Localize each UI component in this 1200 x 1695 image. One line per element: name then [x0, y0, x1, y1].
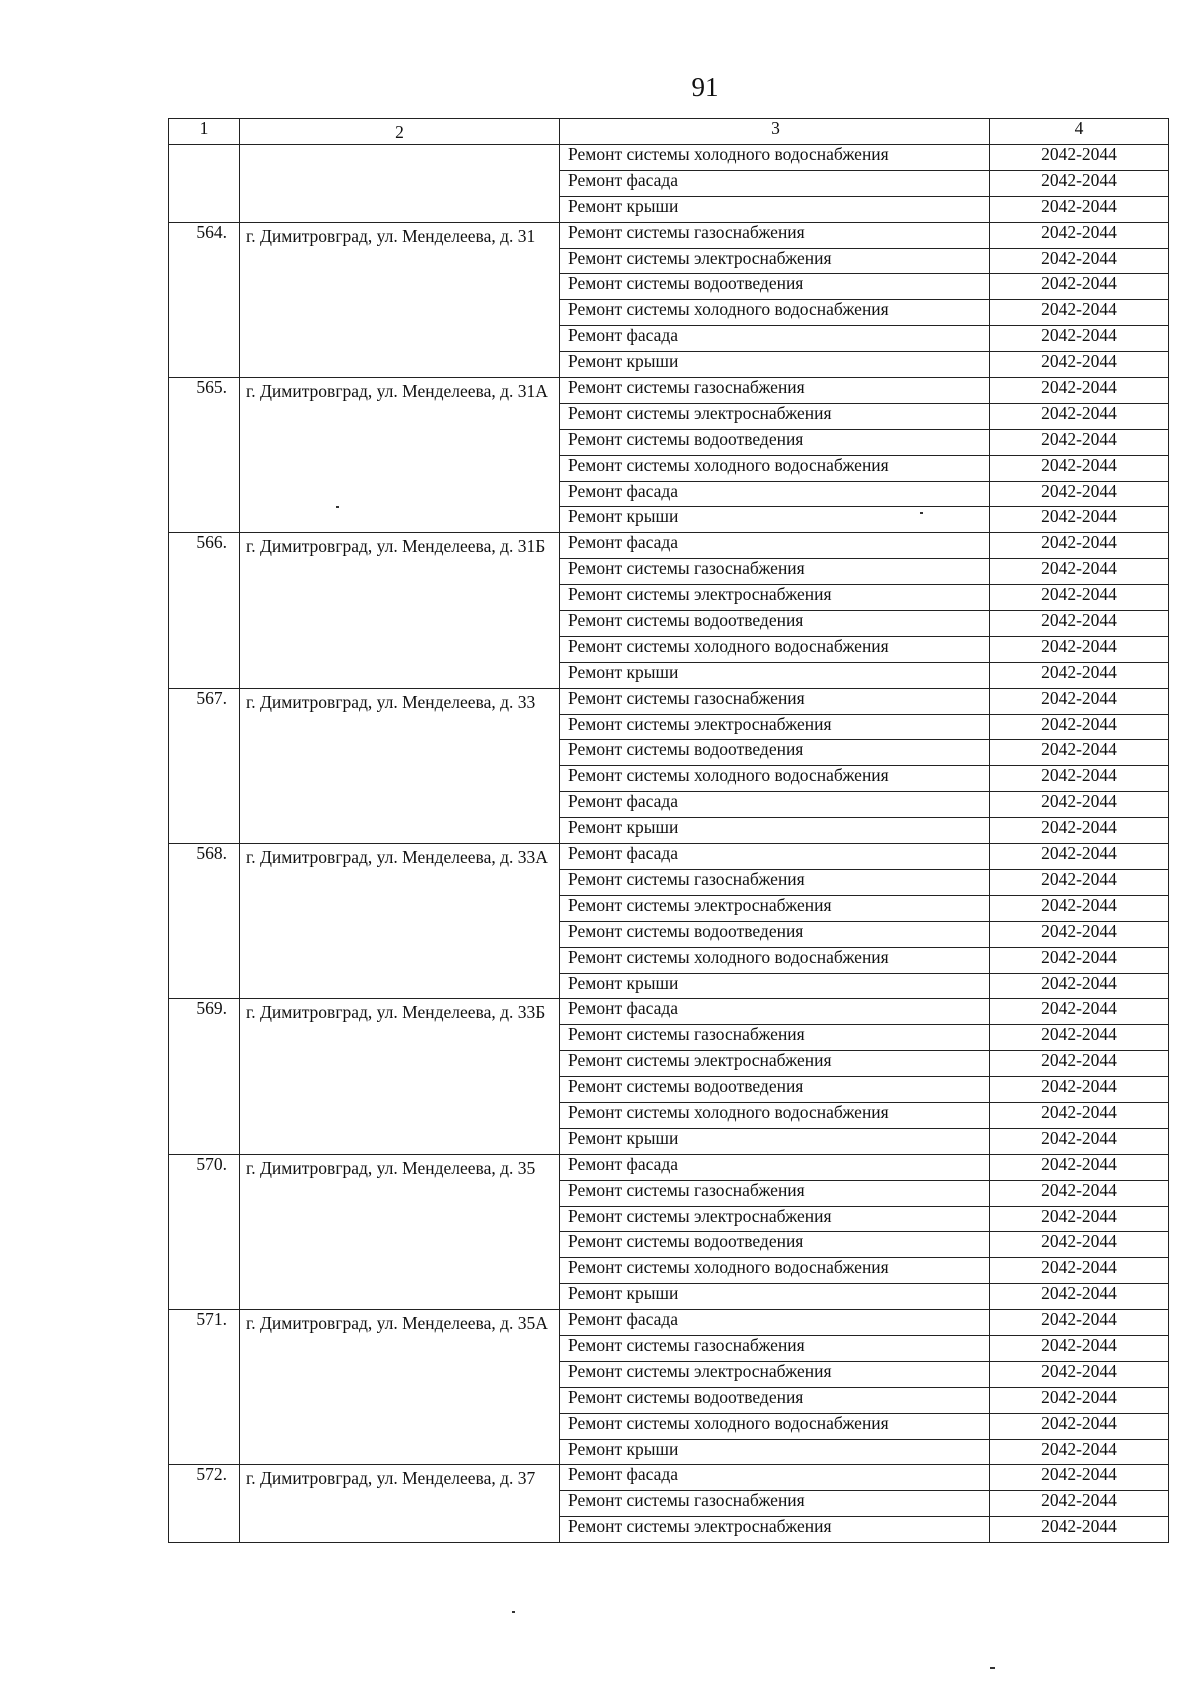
work-period: 2042-2044 [990, 1025, 1169, 1051]
work-period: 2042-2044 [990, 352, 1169, 378]
work-type: Ремонт фасада [560, 1154, 990, 1180]
work-period: 2042-2044 [990, 248, 1169, 274]
work-period: 2042-2044 [990, 766, 1169, 792]
work-period: 2042-2044 [990, 740, 1169, 766]
entry-number: 565. [169, 378, 240, 533]
work-period: 2042-2044 [990, 1491, 1169, 1517]
work-type: Ремонт системы газоснабжения [560, 869, 990, 895]
work-type: Ремонт системы газоснабжения [560, 559, 990, 585]
column-number-2: 2 [240, 119, 560, 145]
work-period: 2042-2044 [990, 274, 1169, 300]
work-type: Ремонт системы водоотведения [560, 1232, 990, 1258]
work-type: Ремонт крыши [560, 662, 990, 688]
work-type: Ремонт фасада [560, 326, 990, 352]
work-type: Ремонт системы холодного водоснабжения [560, 766, 990, 792]
work-period: 2042-2044 [990, 145, 1169, 171]
work-type: Ремонт системы водоотведения [560, 740, 990, 766]
work-type: Ремонт системы водоотведения [560, 429, 990, 455]
work-type: Ремонт крыши [560, 507, 990, 533]
work-type: Ремонт системы электроснабжения [560, 585, 990, 611]
entry-address: г. Димитровград, ул. Менделеева, д. 31А [240, 378, 560, 533]
work-period: 2042-2044 [990, 688, 1169, 714]
work-period: 2042-2044 [990, 1128, 1169, 1154]
work-period: 2042-2044 [990, 533, 1169, 559]
work-type: Ремонт системы холодного водоснабжения [560, 1102, 990, 1128]
entry-number: 571. [169, 1310, 240, 1465]
work-period: 2042-2044 [990, 222, 1169, 248]
work-type: Ремонт фасада [560, 999, 990, 1025]
work-type: Ремонт фасада [560, 1310, 990, 1336]
table-row [169, 999, 1169, 1025]
work-period: 2042-2044 [990, 585, 1169, 611]
work-period: 2042-2044 [990, 170, 1169, 196]
work-period: 2042-2044 [990, 973, 1169, 999]
entry-number: 572. [169, 1465, 240, 1543]
work-type: Ремонт системы газоснабжения [560, 378, 990, 404]
work-period: 2042-2044 [990, 662, 1169, 688]
work-type: Ремонт фасада [560, 533, 990, 559]
work-period: 2042-2044 [990, 869, 1169, 895]
work-type: Ремонт системы электроснабжения [560, 895, 990, 921]
entry-address [240, 145, 560, 223]
entry-address: г. Димитровград, ул. Менделеева, д. 31 [240, 222, 560, 377]
work-period: 2042-2044 [990, 714, 1169, 740]
entry-address: г. Димитровград, ул. Менделеева, д. 37 [240, 1465, 560, 1543]
table-row [169, 1465, 1169, 1491]
work-type: Ремонт крыши [560, 1284, 990, 1310]
work-period: 2042-2044 [990, 1154, 1169, 1180]
work-type: Ремонт фасада [560, 1465, 990, 1491]
work-period: 2042-2044 [990, 378, 1169, 404]
table-row [169, 844, 1169, 870]
work-period: 2042-2044 [990, 300, 1169, 326]
work-period: 2042-2044 [990, 559, 1169, 585]
work-period: 2042-2044 [990, 636, 1169, 662]
entry-address: г. Димитровград, ул. Менделеева, д. 33 [240, 688, 560, 843]
work-type: Ремонт системы газоснабжения [560, 688, 990, 714]
table-row [169, 1154, 1169, 1180]
work-period: 2042-2044 [990, 999, 1169, 1025]
work-period: 2042-2044 [990, 947, 1169, 973]
work-period: 2042-2044 [990, 1439, 1169, 1465]
work-period: 2042-2044 [990, 1465, 1169, 1491]
scan-speck [336, 506, 339, 508]
entry-address: г. Димитровград, ул. Менделеева, д. 35 [240, 1154, 560, 1309]
work-type: Ремонт системы водоотведения [560, 1387, 990, 1413]
work-type: Ремонт крыши [560, 973, 990, 999]
work-period: 2042-2044 [990, 429, 1169, 455]
table-row [169, 222, 1169, 248]
work-type: Ремонт системы холодного водоснабжения [560, 300, 990, 326]
work-type: Ремонт системы электроснабжения [560, 248, 990, 274]
entry-number [169, 145, 240, 223]
work-type: Ремонт системы водоотведения [560, 611, 990, 637]
work-type: Ремонт системы холодного водоснабжения [560, 636, 990, 662]
work-period: 2042-2044 [990, 1077, 1169, 1103]
work-type: Ремонт системы электроснабжения [560, 1517, 990, 1543]
work-period: 2042-2044 [990, 507, 1169, 533]
work-type: Ремонт системы электроснабжения [560, 1361, 990, 1387]
work-period: 2042-2044 [990, 1206, 1169, 1232]
table-body [169, 119, 1169, 1543]
work-type: Ремонт системы газоснабжения [560, 222, 990, 248]
page-number: 91 [691, 72, 719, 102]
scan-speck [920, 512, 923, 514]
table-row [169, 145, 1169, 171]
entry-number: 570. [169, 1154, 240, 1309]
work-type: Ремонт крыши [560, 1439, 990, 1465]
entry-number: 567. [169, 688, 240, 843]
work-period: 2042-2044 [990, 818, 1169, 844]
work-type: Ремонт системы холодного водоснабжения [560, 455, 990, 481]
entry-number: 568. [169, 844, 240, 999]
work-type: Ремонт системы электроснабжения [560, 1051, 990, 1077]
work-period: 2042-2044 [990, 403, 1169, 429]
work-type: Ремонт системы водоотведения [560, 921, 990, 947]
work-period: 2042-2044 [990, 1361, 1169, 1387]
column-number-row [169, 119, 1169, 145]
work-type: Ремонт фасада [560, 844, 990, 870]
work-type: Ремонт фасада [560, 792, 990, 818]
work-type: Ремонт системы холодного водоснабжения [560, 1413, 990, 1439]
entry-number: 564. [169, 222, 240, 377]
work-type: Ремонт системы газоснабжения [560, 1491, 990, 1517]
work-period: 2042-2044 [990, 1310, 1169, 1336]
work-period: 2042-2044 [990, 1258, 1169, 1284]
work-period: 2042-2044 [990, 1387, 1169, 1413]
scan-speck [990, 1667, 995, 1669]
work-type: Ремонт системы электроснабжения [560, 403, 990, 429]
work-type: Ремонт крыши [560, 1128, 990, 1154]
work-type: Ремонт фасада [560, 481, 990, 507]
work-type: Ремонт системы газоснабжения [560, 1025, 990, 1051]
work-type: Ремонт системы водоотведения [560, 1077, 990, 1103]
work-period: 2042-2044 [990, 481, 1169, 507]
work-period: 2042-2044 [990, 1180, 1169, 1206]
work-period: 2042-2044 [990, 844, 1169, 870]
work-type: Ремонт системы холодного водоснабжения [560, 145, 990, 171]
work-period: 2042-2044 [990, 455, 1169, 481]
work-period: 2042-2044 [990, 196, 1169, 222]
work-period: 2042-2044 [990, 326, 1169, 352]
column-number-4: 4 [990, 119, 1169, 145]
entry-address: г. Димитровград, ул. Менделеева, д. 33А [240, 844, 560, 999]
work-type: Ремонт системы водоотведения [560, 274, 990, 300]
work-type: Ремонт крыши [560, 196, 990, 222]
work-period: 2042-2044 [990, 1517, 1169, 1543]
work-type: Ремонт крыши [560, 352, 990, 378]
work-period: 2042-2044 [990, 1284, 1169, 1310]
work-period: 2042-2044 [990, 1413, 1169, 1439]
work-type: Ремонт системы электроснабжения [560, 714, 990, 740]
table-row [169, 688, 1169, 714]
work-type: Ремонт крыши [560, 818, 990, 844]
work-period: 2042-2044 [990, 1335, 1169, 1361]
entry-address: г. Димитровград, ул. Менделеева, д. 35А [240, 1310, 560, 1465]
table-row [169, 1310, 1169, 1336]
work-period: 2042-2044 [990, 1051, 1169, 1077]
work-type: Ремонт системы холодного водоснабжения [560, 1258, 990, 1284]
entry-address: г. Димитровград, ул. Менделеева, д. 31Б [240, 533, 560, 688]
entry-address: г. Димитровград, ул. Менделеева, д. 33Б [240, 999, 560, 1154]
table-row [169, 378, 1169, 404]
work-type: Ремонт системы газоснабжения [560, 1335, 990, 1361]
table-row [169, 533, 1169, 559]
work-period: 2042-2044 [990, 1102, 1169, 1128]
entry-number: 569. [169, 999, 240, 1154]
work-type: Ремонт системы газоснабжения [560, 1180, 990, 1206]
work-type: Ремонт фасада [560, 170, 990, 196]
work-period: 2042-2044 [990, 1232, 1169, 1258]
entry-number: 566. [169, 533, 240, 688]
work-period: 2042-2044 [990, 611, 1169, 637]
work-period: 2042-2044 [990, 895, 1169, 921]
work-type: Ремонт системы электроснабжения [560, 1206, 990, 1232]
scan-speck [512, 1611, 515, 1613]
work-type: Ремонт системы холодного водоснабжения [560, 947, 990, 973]
repair-schedule-table [168, 118, 1169, 1543]
column-number-1: 1 [169, 119, 240, 145]
work-period: 2042-2044 [990, 921, 1169, 947]
work-period: 2042-2044 [990, 792, 1169, 818]
column-number-3: 3 [560, 119, 990, 145]
